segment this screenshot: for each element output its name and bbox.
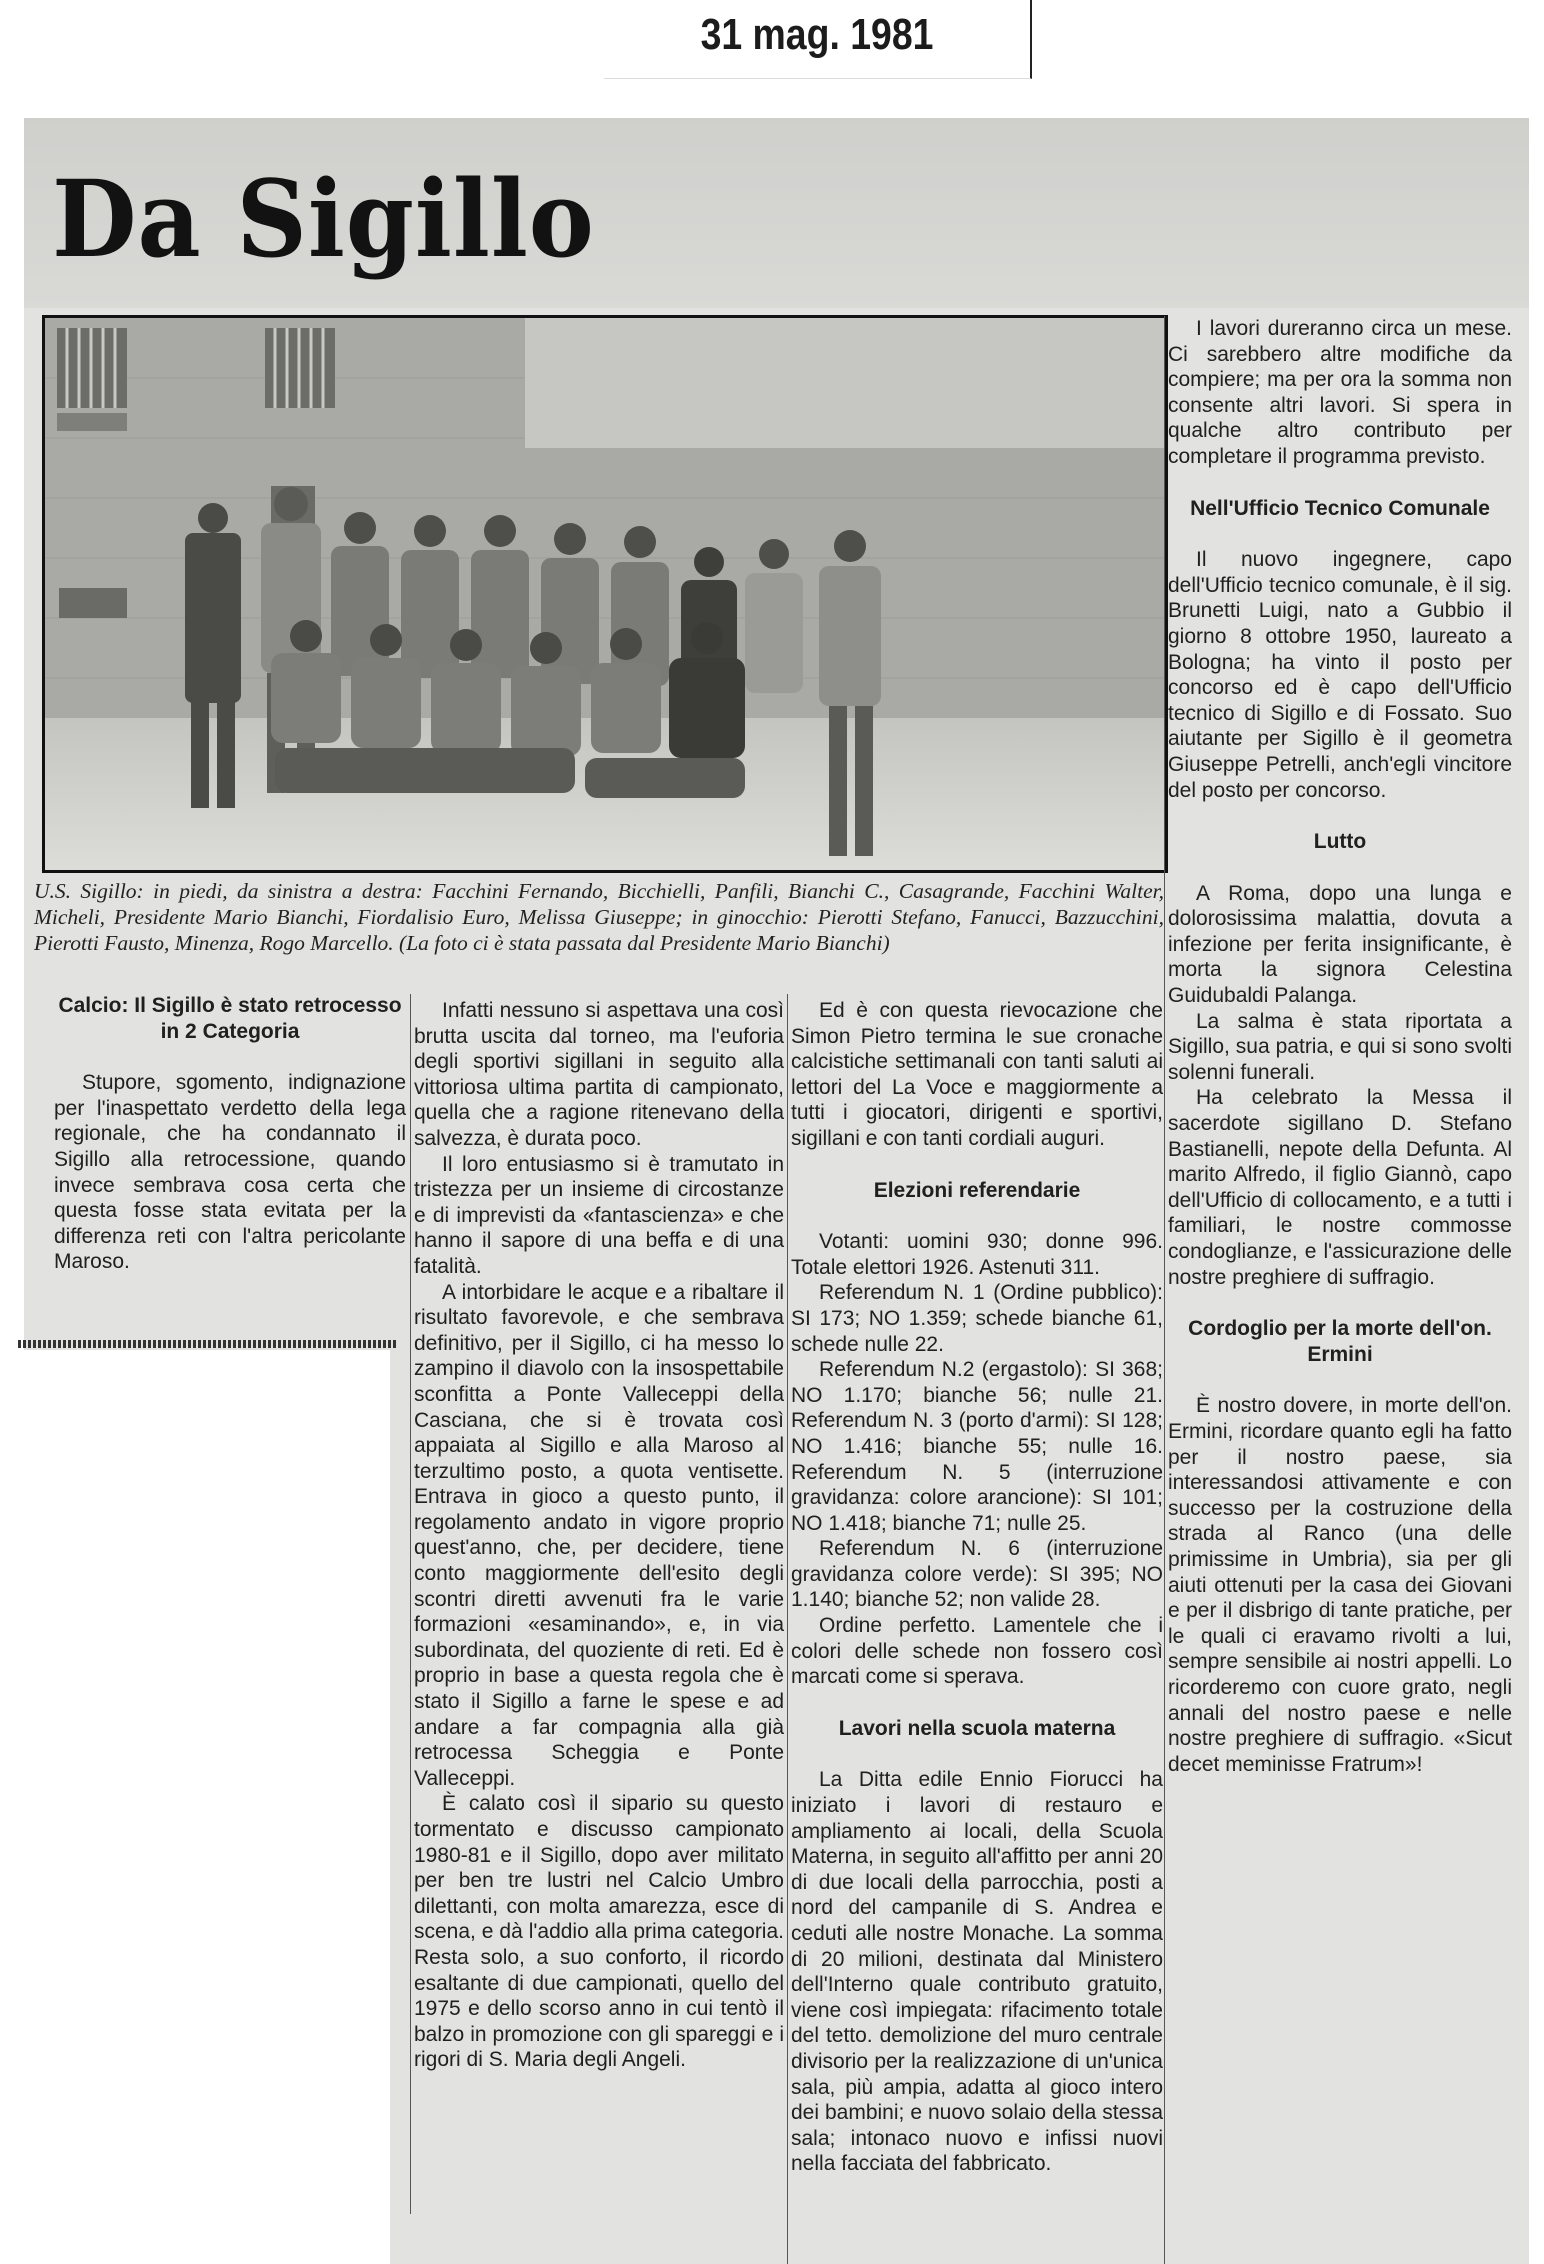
elezioni-paragraph: Referendum N.2 (ergastolo): SI 368; NO 1.170; bianche 56; nulle 21. Referendum N. 3 (porto d'armi): SI 128; NO 1.416; bianche 55; nulle 16. Referendum N. 5 (interruzione gravidanza: colore arancione): SI 101; NO 1.418; bianche 71; nulle 25. <box>791 1358 1163 1535</box>
column-rule <box>410 994 411 2214</box>
calcio-paragraph: A intorbidare le acque e a ribaltare il risultato favorevole, e che sembrava definitivo, per il Sigillo, ci ha messo lo zampino il diavolo con la insospettabile sconfitta a Ponte Valleceppi della Casciana, che si è trovata così appaiata al Sigillo e alla Maroso al terzultimo posto, a quota ventisette. Entrava in gioco a questo punto, il regolamento andato in vigore proprio quest'anno, che, per decidere, tiene conto maggiormente dell'esito degli scontri diretti avvenuti fra le varie formazioni «esaminando», e, in via subordinata, del quoziente di reti. Ed è proprio in base a questa regola che è stato il Sigillo a farne le spese e ad andare a far compagnia alla già retrocessa Scheggia e Ponte Valleceppi. <box>414 1280 784 1790</box>
elezioni-paragraph: Votanti: uomini 930; donne 996. Totale elettori 1926. Astenuti 311. <box>791 1230 1163 1279</box>
column-4 <box>1168 316 1512 1777</box>
newspaper-clipping <box>24 118 1529 2264</box>
lutto-heading: Lutto <box>1313 830 1367 854</box>
lavori-paragraph: La Ditta edile Ennio Fiorucci ha iniziato i lavori di restauro e ampliamento ai locali, della Scuola Materna, in seguito all'affitto per anni 20 di due locali della parrocchia, posti a nord del campanile di S. Andrea e ceduti alle nostre Monache. La somma di 20 milioni, destinata dal Ministero dell'Interno quale contributo gratuito, viene così impiegata: rifacimento totale del tetto. demolizione del muro centrale divisorio per la realizzazione di un'unica sala, più ampia, adatta al gioco intero dei bambini; e nuovo solaio della stessa sala; intonaco nuovo e infissi nuovi nella facciata del fabbricato. <box>791 1768 1163 2176</box>
clipping-cutout <box>0 1350 390 2264</box>
elezioni-paragraph: Referendum N. 1 (Ordine pubblico): SI 173; NO 1.359; schede bianche 61, schede nulle 22. <box>791 1281 1163 1356</box>
cordoglio-paragraph: È nostro dovere, in morte dell'on. Ermini, ricordare quanto egli ha fatto per il nostro paese, sia interessandosi attivamente e con successo per la costruzione della strada al Ranco (una delle primissime in Umbria), sia per gli aiuti ottenuti per la casa dei Giovani e per il disbrigo di tante pratiche, per le quali ci eravamo rivolti a lui, sempre sensibile ai nostri appelli. Lo ricorderemo con cuore grato, negli annali del nostro paese e nelle nostre preghiere di suffragio. «Sicut decet meminisse Fratrum»! <box>1168 1394 1512 1776</box>
lavori-paragraph: I lavori dureranno circa un mese. Ci sarebbero altre modifiche da compiere; ma per ora la somma non consente altri lavori. Si spera in qualche altro contributo per completare il programma previsto. <box>1168 317 1512 468</box>
ufficio-heading: Nell'Ufficio Tecnico Comunale <box>1190 496 1490 520</box>
elezioni-heading: Elezioni referendarie <box>873 1178 1081 1202</box>
calcio-paragraph: È calato così il sipario su questo tormentato e discusso campionato 1980-81 e il Sigillo, dopo aver militato per ben tre lustri nel Calcio Umbro dilettanti, con molta amarezza, esce di scena, e dà l'addio alla prima categoria. Resta solo, a suo conforto, il ricordo esaltante di due campionati, quello del 1975 e dello scorso anno in cui tentò il balzo in promozione con gli spareggi e i rigori di S. Maria degli Angeli. <box>414 1792 784 2072</box>
elezioni-paragraph: Ordine perfetto. Lamentele che i colori delle schede non fossero così marcati come si sperava. <box>791 1614 1163 1689</box>
masthead <box>24 118 1529 308</box>
column-rule <box>1164 316 1165 2264</box>
ufficio-paragraph: Il nuovo ingegnere, capo dell'Ufficio tecnico comunale, è il sig. Brunetti Luigi, nato a Gubbio il giorno 8 ottobre 1950, laureato a Bologna; ha vinto il posto per concorso ed è capo dell'Ufficio tecnico di Sigillo e di Fossato. Suo aiutante per Sigillo è il geometra Giuseppe Petrelli, anch'egli vincitore del posto per concorso. <box>1168 548 1512 802</box>
article-calcio-part2 <box>414 998 784 2073</box>
calcio-paragraph: Stupore, sgomento, indignazione per l'inaspettato verdetto della lega regionale, che ha condannato il Sigillo alla retrocessione, quando invece sembrava cosa certa che questa fosse stata evitata per la differenza reti con l'altra pericolante Maroso. <box>54 1071 406 1274</box>
team-photo-image <box>45 318 1165 870</box>
lutto-paragraph: Ha celebrato la Messa il sacerdote sigillano D. Stefano Bastianelli, nepote della Defunta. Al marito Alfredo, il figlio Giannò, capo dell'Ufficio di collocamento, e a tutti i familiari, le nostre commosse condoglianze, e l'assicurazione delle nostre preghiere di suffragio. <box>1168 1086 1512 1289</box>
cut-edge <box>18 1340 396 1348</box>
cordoglio-heading: Cordoglio per la morte dell'on. Ermini <box>1188 1317 1492 1366</box>
article-calcio-part1 <box>54 993 406 1275</box>
calcio-heading: Calcio: Il Sigillo è stato retrocesso in 2 Categoria <box>58 994 402 1043</box>
date-stamp: 31 mag. 1981 <box>700 10 934 59</box>
column-3 <box>791 998 1163 2177</box>
elezioni-paragraph: Referendum N. 6 (interruzione gravidanza colore verde): SI 395; NO 1.140; bianche 52; non valide 28. <box>791 1537 1163 1612</box>
masthead-title: Da Sigillo <box>52 156 595 281</box>
calcio-paragraph: Il loro entusiasmo si è tramutato in tristezza per un insieme di circostanze e di imprevisti da «fantascienza» e che hanno il sapore di una beffa e di una fatalità. <box>414 1152 784 1278</box>
lutto-paragraph: A Roma, dopo una lunga e dolorosissima malattia, dovuta a infezione per ferita insignificante, è morta la signora Celestina Guidubaldi Palanga. <box>1168 881 1512 1008</box>
lutto-paragraph: La salma è stata riportata a Sigillo, sua patria, e qui si sono svolti solenni funerali. <box>1168 1009 1512 1084</box>
calcio-paragraph: Infatti nessuno si aspettava una così brutta uscita dal torneo, ma l'euforia degli sportivi sigillani in seguito alla vittoriosa ultima partita di campionato, quella che a ragione ritenevano della salvezza, è durata poco. <box>414 999 784 1150</box>
team-photo <box>42 315 1168 873</box>
date-stamp-strip <box>604 0 1032 79</box>
column-rule <box>787 994 788 2264</box>
photo-caption: U.S. Sigillo: in piedi, da sinistra a destra: Facchini Fernando, Bicchielli, Panfili, Bianchi C., Casagrande, Facchini Walter, Micheli, Presidente Mario Bianchi, Fiordalisio Euro, Melissa Giuseppe; in ginocchio: Pierotti Stefano, Fanucci, Bazzucchini, Pierotti Fausto, Minenza, Rogo Marcello. (La foto ci è stata passata dal Presidente Mario Bianchi) <box>34 879 1164 955</box>
calcio-paragraph: Ed è con questa rievocazione che Simon Pietro termina le sue cronache calcistiche settimanali con tanti saluti ai lettori del La Voce e maggiormente a tutti i giocatori, dirigenti e sportivi, sigillani e con tanti cordiali auguri. <box>791 999 1163 1150</box>
lavori-heading: Lavori nella scuola materna <box>838 1716 1116 1740</box>
